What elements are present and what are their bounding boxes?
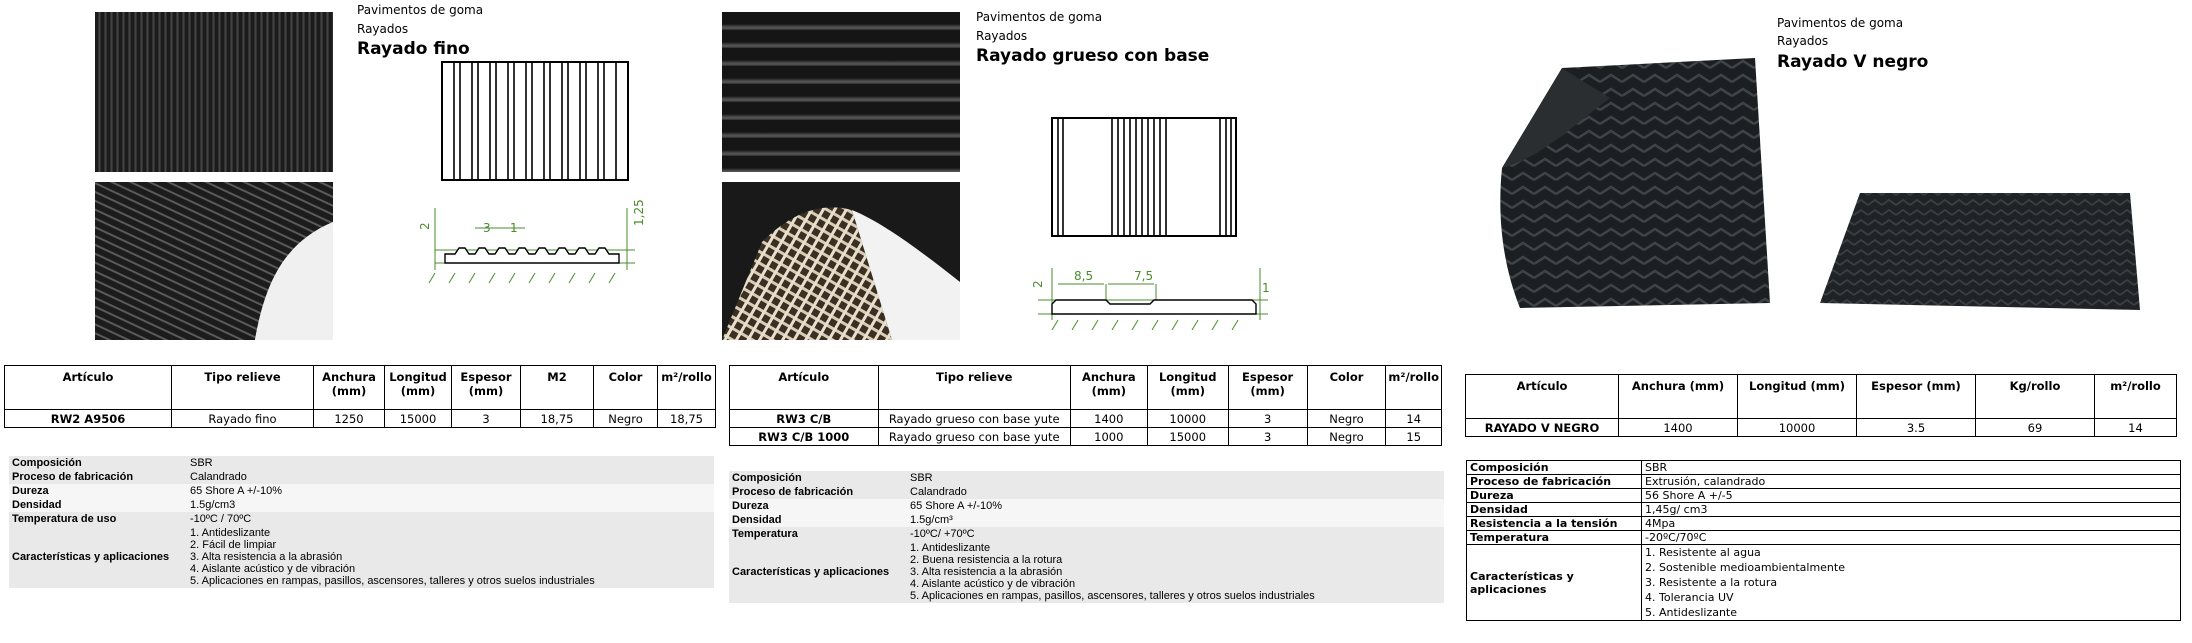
product-title: Rayado grueso con base: [976, 46, 1210, 66]
col-m2-rollo: m²/rollo: [658, 366, 716, 410]
col-color: Color: [1307, 366, 1386, 410]
spec-table: Composición SBR Proceso de fabricación Extrusión, calandrado Dureza 56 Shore A +/-5 Densidad 1,45g/ cm3 Resistencia a la tensión 4Mpa Temperatura -20ºC/70ºC Características y aplicaciones 1. Resistente al agua 2. Sostenible medioambientalmente 3. Resistente a la rotura 4. Tolerancia UV 5. Antideslizante: [1466, 460, 2181, 621]
col-m2: M2: [521, 366, 594, 410]
subcategory-label: Rayados: [1777, 34, 1829, 48]
height-label: 1,25: [632, 199, 646, 226]
col-longitud: Longitud (mm): [1738, 375, 1857, 419]
product-photo-top: [722, 12, 960, 172]
subcategory-label: Rayados: [976, 29, 1028, 43]
category-label: Pavimentos de goma: [976, 10, 1103, 24]
profile-diagram: [1018, 258, 1278, 334]
table-row: RAYADO V NEGRO 1400 10000 3.5 69 14: [1466, 419, 2177, 437]
product-table: [4, 365, 716, 428]
col-color: Color: [594, 366, 658, 410]
col-articulo: Artículo: [730, 366, 879, 410]
product-photo-backing: [722, 182, 960, 340]
thickness-label: 2: [418, 222, 432, 230]
col-espesor: Espesor (mm): [1857, 375, 1976, 419]
top-view-diagram: [440, 60, 632, 184]
product-table: [729, 365, 1442, 446]
applications-list: 1. Antideslizante 2. Fácil de limpiar 3. Alta resistencia a la abrasión 4. Aislante acústico y de vibración 5. Aplicaciones en rampas, pasillos, ascensores, talleres y otros suelos industriales: [187, 526, 714, 588]
top-view-diagram: [1050, 116, 1240, 238]
rib-a-label: 8,5: [1074, 269, 1094, 283]
col-articulo: Artículo: [5, 366, 172, 410]
rib-width-label: 1: [510, 221, 518, 235]
col-tipo-relieve: Tipo relieve: [878, 366, 1070, 410]
product-title: Rayado V negro: [1777, 52, 1929, 72]
height-label: 1: [1262, 281, 1270, 295]
col-tipo-relieve: Tipo relieve: [172, 366, 314, 410]
profile-diagram: [415, 198, 655, 288]
col-m2-rollo: m²/rollo: [1386, 366, 1442, 410]
spec-table: Composición SBR Proceso de fabricación Calandrado Dureza 65 Shore A +/-10% Densidad 1.5g/cm3 Temperatura de uso -10ºC / 70ºC Características y aplicaciones 1. Antideslizante 2. Fácil de limpiar 3. Alta resistencia a la abrasión 4. Aislante acústico y de vibración 5. Aplicaciones en rampas, pasillos, ascensores, talleres y otros suelos industriales: [9, 456, 714, 588]
table-row: RW2 A9506 Rayado fino 1250 15000 3 18,75 Negro 18,75: [5, 410, 716, 428]
product-photo-roll: [95, 182, 333, 340]
applications-list: 1. Antideslizante 2. Buena resistencia a la rotura 3. Alta resistencia a la abrasión 4. Aislante acústico y de vibración 5. Aplicaciones en rampas, pasillos, ascensores, talleres y otros suelos industriales: [907, 541, 1444, 603]
table-row: RW3 C/B 1000 Rayado grueso con base yute 1000 15000 3 Negro 15: [730, 428, 1442, 446]
col-m2-rollo: m²/rollo: [2095, 375, 2177, 419]
table-row: RW3 C/B Rayado grueso con base yute 1400 10000 3 Negro 14: [730, 410, 1442, 428]
subcategory-label: Rayados: [357, 22, 409, 36]
col-kg-rollo: Kg/rollo: [1976, 375, 2095, 419]
product-photo-top: [95, 12, 333, 172]
thickness-label: 2: [1031, 280, 1045, 288]
col-espesor: Espesor (mm): [1228, 366, 1307, 410]
category-label: Pavimentos de goma: [1777, 16, 1904, 30]
product-title: Rayado fino: [357, 39, 470, 59]
product-photo-mats: [1490, 58, 2190, 318]
col-longitud: Longitud (mm): [1147, 366, 1228, 410]
applications-list: 1. Resistente al agua 2. Sostenible medioambientalmente 3. Resistente a la rotura 4. Tolerancia UV 5. Antideslizante: [1642, 545, 2181, 621]
col-anchura: Anchura (mm): [314, 366, 385, 410]
col-anchura: Anchura (mm): [1070, 366, 1147, 410]
category-label: Pavimentos de goma: [357, 3, 484, 17]
product-table: [1465, 374, 2177, 437]
rib-b-label: 7,5: [1134, 269, 1154, 283]
col-anchura: Anchura (mm): [1619, 375, 1738, 419]
col-articulo: Artículo: [1466, 375, 1619, 419]
pitch-label: 3: [483, 221, 491, 235]
spec-table: Composición SBR Proceso de fabricación Calandrado Dureza 65 Shore A +/-10% Densidad 1.5g/cm³ Temperatura -10ºC/ +70ºC Características y aplicaciones 1. Antideslizante 2. Buena resistencia a la rotura 3. Alta resistencia a la abrasión 4. Aislante acústico y de vibración 5. Aplicaciones en rampas, pasillos, ascensores, talleres y otros suelos industriales: [729, 471, 1444, 603]
col-espesor: Espesor (mm): [452, 366, 521, 410]
col-longitud: Longitud (mm): [385, 366, 452, 410]
